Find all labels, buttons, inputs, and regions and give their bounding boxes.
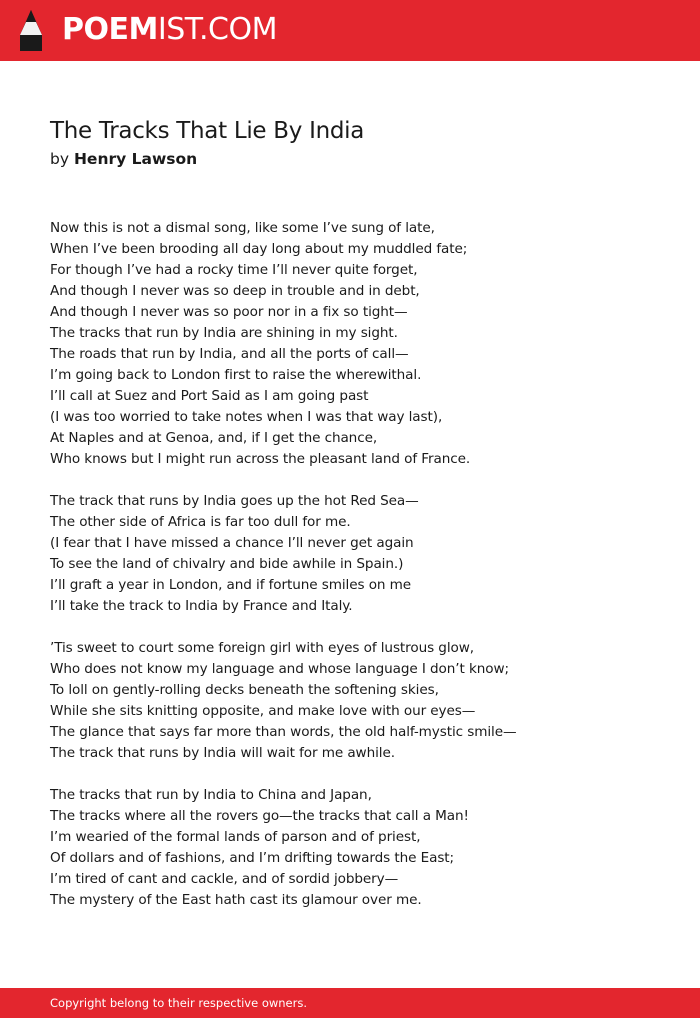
poem-line: At Naples and at Genoa, and, if I get the chance,	[50, 430, 378, 446]
poem-line: When I’ve been brooding all day long about my muddled fate;	[50, 241, 468, 257]
copyright-text: Copyright belong to their respective owners.	[50, 996, 308, 1010]
poem-line: (I was too worried to take notes when I was that way last),	[50, 409, 443, 425]
site-footer	[0, 988, 700, 1018]
poem-line: While she sits knitting opposite, and make love with our eyes—	[50, 703, 476, 719]
pencil-icon	[17, 9, 45, 53]
poem-line: The tracks that run by India to China and Japan,	[50, 787, 372, 803]
poem-line: The tracks where all the rovers go—the tracks that call a Man!	[50, 808, 469, 824]
logo-bold-text: POEM	[62, 12, 158, 47]
poem-body	[50, 218, 670, 932]
poem-line: I’ll take the track to India by France and Italy.	[50, 598, 353, 614]
poem-line: (I fear that I have missed a chance I’ll never get again	[50, 535, 414, 551]
logo-light-text: IST.COM	[157, 12, 277, 47]
poem-line: For though I’ve had a rocky time I’ll never quite forget,	[50, 262, 418, 278]
poem-line: Who knows but I might run across the pleasant land of France.	[50, 451, 471, 467]
poem-stanza	[50, 218, 670, 470]
poem-line: To loll on gently-rolling decks beneath the softening skies,	[50, 682, 439, 698]
poem-byline	[50, 149, 197, 169]
poem-line: And though I never was so deep in trouble and in debt,	[50, 283, 420, 299]
poem-line: The track that runs by India will wait for me awhile.	[50, 745, 395, 761]
poem-title: The Tracks That Lie By India	[50, 118, 365, 144]
poem-line: The other side of Africa is far too dull for me.	[50, 514, 351, 530]
poem-line: I’ll graft a year in London, and if fortune smiles on me	[50, 577, 412, 593]
poem-stanza	[50, 638, 670, 764]
poem-stanza	[50, 491, 670, 617]
poem-line: The roads that run by India, and all the ports of call—	[50, 346, 409, 362]
poem-line: Of dollars and of fashions, and I’m drifting towards the East;	[50, 850, 455, 866]
poem-stanza	[50, 785, 670, 911]
poem-line: I’m tired of cant and cackle, and of sordid jobbery—	[50, 871, 399, 887]
poem-author: Henry Lawson	[73, 150, 198, 168]
site-logo[interactable]	[62, 13, 277, 47]
poem-line: The mystery of the East hath cast its glamour over me.	[50, 892, 422, 908]
poem-line: The glance that says far more than words, the old half-mystic smile—	[50, 724, 517, 740]
poem-line: The track that runs by India goes up the hot Red Sea—	[50, 493, 419, 509]
poem-line: I’ll call at Suez and Port Said as I am going past	[50, 388, 369, 404]
poem-line: Who does not know my language and whose language I don’t know;	[50, 661, 509, 677]
poem-line: I’m wearied of the formal lands of parson and of priest,	[50, 829, 421, 845]
poem-line: Now this is not a dismal song, like some I’ve sung of late,	[50, 220, 435, 236]
poem-line: The tracks that run by India are shining in my sight.	[50, 325, 398, 341]
poem-line: To see the land of chivalry and bide awhile in Spain.)	[50, 556, 404, 572]
poem-line: I’m going back to London first to raise the wherewithal.	[50, 367, 422, 383]
site-header	[0, 0, 700, 61]
by-label: by	[50, 150, 70, 168]
poem-line: ’Tis sweet to court some foreign girl with eyes of lustrous glow,	[50, 640, 474, 656]
poem-line: And though I never was so poor nor in a fix so tight—	[50, 304, 408, 320]
